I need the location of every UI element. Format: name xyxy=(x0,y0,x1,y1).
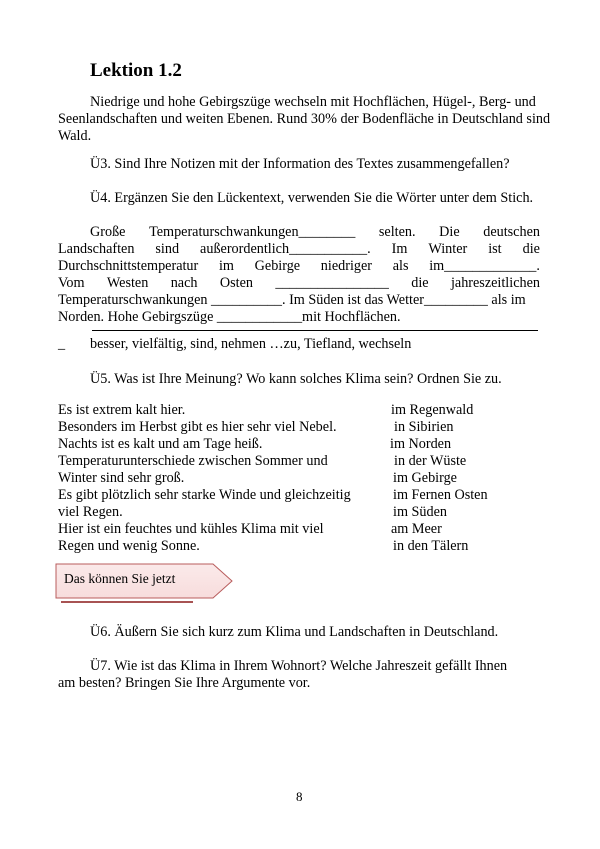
gap-word: nach xyxy=(170,275,198,291)
gap-word: Landschaften xyxy=(58,241,135,257)
gap-word: im_____________. xyxy=(429,258,540,274)
gap-word: Die xyxy=(439,224,460,240)
location-option: in den Tälern xyxy=(393,538,469,554)
gap-line-2 xyxy=(58,241,540,258)
intro-paragraph xyxy=(58,94,551,145)
climate-statement: Es ist extrem kalt hier. xyxy=(58,402,186,418)
task-5: Ü5. Was ist Ihre Meinung? Wo kann solches Klima sein? Ordnen Sie zu. xyxy=(90,371,502,387)
gap-word: im xyxy=(218,258,234,274)
gap-text xyxy=(58,224,540,326)
gap-word: außerordentlich___________. xyxy=(200,241,371,257)
right-column xyxy=(386,402,488,555)
climate-statement: Nachts ist es kalt und am Tage heiß. xyxy=(58,436,263,452)
gap-word: Gebirge xyxy=(254,258,301,274)
gap-word: deutschen xyxy=(483,224,540,240)
climate-statement: Temperaturunterschiede zwischen Sommer und xyxy=(58,453,328,469)
gap-word: Temperaturschwankungen________ xyxy=(149,224,356,240)
task-7-line-2: am besten? Bringen Sie Ihre Argumente vor. xyxy=(58,675,311,691)
page-number: 8 xyxy=(296,789,303,804)
task-6: Ü6. Äußern Sie sich kurz zum Klima und Landschaften in Deutschland. xyxy=(90,624,499,640)
location-option: im Gebirge xyxy=(393,470,457,486)
section-banner xyxy=(55,562,233,600)
location-option: am Meer xyxy=(391,521,442,537)
climate-statement: Winter sind sehr groß. xyxy=(58,470,185,486)
gap-line-6: Norden. Hohe Gebirgszüge ____________mit Hochflächen. xyxy=(58,309,401,325)
gap-line-4 xyxy=(58,275,540,292)
gap-line-1 xyxy=(58,224,540,241)
banner-label: Das können Sie jetzt xyxy=(64,571,176,586)
location-option: im Regenwald xyxy=(391,402,474,418)
gap-word: als xyxy=(392,258,409,274)
intro-line-3: Wald. xyxy=(58,128,92,144)
climate-statement: Es gibt plötzlich sehr starke Winde und gleichzeitig xyxy=(58,487,351,503)
intro-line-2: Seenlandschaften und weiten Ebenen. Rund 30% der Bodenfläche in Deutschland sind xyxy=(58,111,551,127)
location-option: im Norden xyxy=(390,436,452,452)
task-7-line-1: Ü7. Wie ist das Klima in Ihrem Wohnort? Welche Jahreszeit gefällt Ihnen xyxy=(90,658,508,674)
climate-statement: Regen und wenig Sonne. xyxy=(58,538,200,554)
gap-word: niedriger xyxy=(320,258,373,274)
gap-word: Durchschnittstemperatur xyxy=(58,258,199,274)
intro-line-1: Niedrige und hohe Gebirgszüge wechseln mit Hochflächen, Hügel-, Berg- und xyxy=(90,94,536,110)
gap-word: selten. xyxy=(378,224,416,240)
gap-word: jahreszeitlichen xyxy=(450,275,540,291)
location-option: in der Wüste xyxy=(394,453,467,469)
gap-line-3 xyxy=(58,258,540,275)
lesson-title: Lektion 1.2 xyxy=(90,60,182,81)
gap-word: Westen xyxy=(106,275,149,291)
gap-word: die xyxy=(522,241,540,257)
gap-word: die xyxy=(411,275,429,291)
gap-word: Große xyxy=(90,224,126,240)
climate-statement: Hier ist ein feuchtes und kühles Klima mit viel xyxy=(58,521,324,537)
gap-word: Osten xyxy=(219,275,253,291)
task-4: Ü4. Ergänzen Sie den Lückentext, verwenden Sie die Wörter unter dem Stich. xyxy=(90,190,534,206)
gap-word: Vom xyxy=(58,275,85,291)
location-option: im Fernen Osten xyxy=(393,487,488,503)
climate-statement: Besonders im Herbst gibt es hier sehr viel Nebel. xyxy=(58,419,337,435)
word-bank-dash: _ xyxy=(58,336,66,352)
climate-statement: viel Regen. xyxy=(58,504,123,520)
left-column xyxy=(58,402,351,555)
gap-word: ist xyxy=(488,241,502,257)
gap-word: sind xyxy=(155,241,180,257)
separator-line xyxy=(92,330,538,331)
gap-word: Im xyxy=(391,241,408,257)
location-option: in Sibirien xyxy=(394,419,454,435)
gap-word: Winter xyxy=(428,241,468,257)
word-bank: besser, vielfältig, sind, nehmen …zu, Tiefland, wechseln xyxy=(90,336,412,352)
task-3: Ü3. Sind Ihre Notizen mit der Information des Textes zusammengefallen? xyxy=(90,156,510,172)
gap-line-5: Temperaturschwankungen __________. Im Süden ist das Wetter_________ als im xyxy=(58,292,526,308)
location-option: im Süden xyxy=(393,504,447,520)
gap-word: ________________ xyxy=(275,275,389,291)
